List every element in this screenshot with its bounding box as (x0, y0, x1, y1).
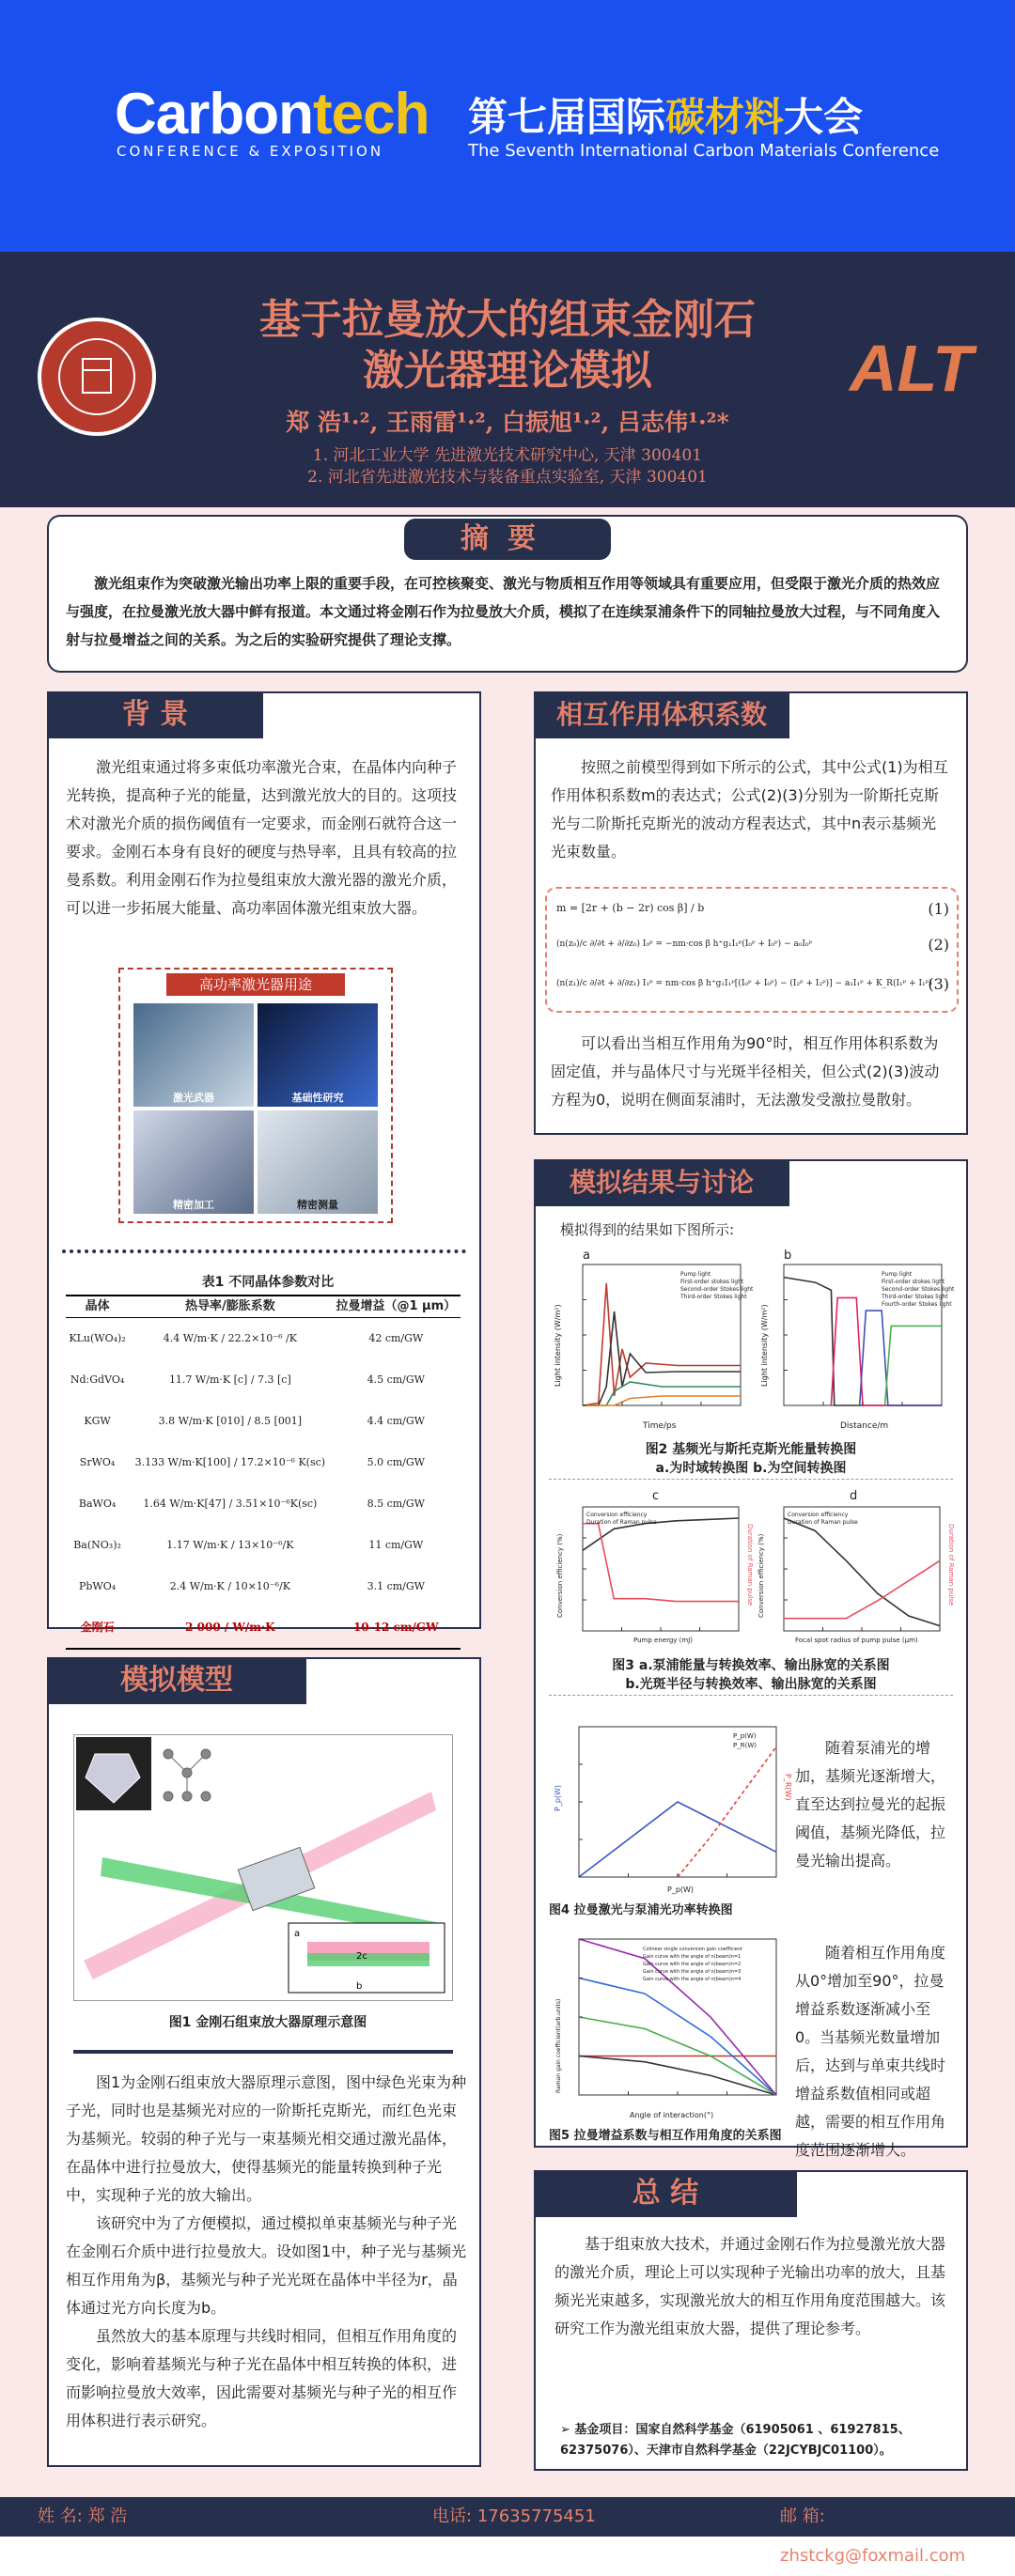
legend-entry: Gain curve with the angle of n(beam)n=2 (643, 1962, 742, 1967)
results-heading: 模拟结果与讨论 (534, 1159, 789, 1206)
legend-entry: Pump light (680, 1271, 711, 1278)
y-axis-label: Raman gain coefficient(arb.units) (555, 1998, 562, 2093)
conference-title-en: The Seventh International Carbon Materials Conference (468, 141, 940, 161)
legend-entry: First-order stokes light (680, 1279, 744, 1285)
model-divider (73, 2050, 453, 2054)
table-cell: 4.4 W/m·K / 22.2×10⁻⁶ /K (163, 1331, 297, 1344)
x-axis-label: Pump energy (mJ) (633, 1637, 693, 1644)
fig-divider (549, 1479, 953, 1480)
y-axis-label-right: Duration of Raman pulse (746, 1524, 754, 1606)
table-header: 热导率/膨胀系数 (129, 1296, 331, 1318)
abstract-heading: 摘要 (404, 519, 611, 560)
table-cell: BaWO₄ (78, 1497, 117, 1510)
table-row (66, 1607, 461, 1649)
figure3-caption: 图3 a.泵浦能量与转换效率、输出脉宽的关系图 b.光斑半径与转换效率、输出脉宽的关系图 (612, 1658, 890, 1692)
table-row (66, 1359, 461, 1401)
figure1-diagram (73, 1734, 453, 2001)
summary-text: 基于组束放大技术，并通过金刚石作为拉曼激光放大器的激光介质，理论上可以实现种子光输出功率的放大，且基频光光束越多，实现激光放大的相互作用角度范围越大。该研究工作为激光组束放大器，提供了理论参考。 (554, 2235, 946, 2337)
table-cell: 2 000 / W/m·K (129, 1607, 331, 1649)
legend-entry: Gain curve with the angle of n(beam)n=3 (643, 1969, 742, 1975)
table-cell: KLu(WO₄)₂ (69, 1331, 126, 1344)
panel-label: d (850, 1489, 858, 1503)
table-cell: 10-12 cm/GW (332, 1607, 461, 1649)
footer-phone: 电话: 17635775451 (432, 2506, 596, 2526)
fig1-label-b: b (356, 1981, 363, 1992)
y-axis-label: Conversion efficiency (%) (556, 1533, 564, 1618)
figure3-charts (549, 1486, 953, 1646)
y-axis-label: Light intensity (W/m²) (760, 1304, 769, 1387)
background-heading: 背 景 (47, 691, 263, 738)
footer-name: 姓 名: 郑 浩 (38, 2506, 128, 2526)
x-axis-label: Angle of interaction(°) (630, 2111, 714, 2119)
university-seal-icon (38, 318, 156, 436)
x-axis-label: Distance/m (840, 1421, 889, 1431)
app-research-image: 基础性研究 (258, 1003, 378, 1107)
y-axis-label: P_p(W) (554, 1784, 562, 1811)
x-axis-label: Time/ps (643, 1421, 677, 1431)
table-cell: 5.0 cm/GW (367, 1455, 425, 1468)
y-axis-label-right: Duration of Raman pulse (947, 1524, 955, 1606)
table-row (66, 1483, 461, 1525)
carbontech-logo: Carbontech (115, 82, 429, 147)
y-axis-label: Light intensity (W/m²) (554, 1304, 562, 1387)
table-row (66, 1442, 461, 1483)
legend-entry: Conversion efficiency (788, 1512, 849, 1518)
y-axis-label: Conversion efficiency (%) (757, 1533, 765, 1618)
app-measurement-image: 精密测量 (258, 1110, 378, 1214)
footer-email: 邮 箱: zhstckg@foxmail.com (780, 2506, 966, 2566)
panel-label: c (652, 1489, 660, 1503)
model-heading: 模拟模型 (47, 1657, 306, 1704)
table-cell: KGW (84, 1414, 111, 1427)
table-cell: 4.5 cm/GW (367, 1373, 425, 1386)
volume-para2: 可以看出当相互作用角为90°时，相互作用体积系数为固定值，并与晶体尺寸与光斑半径相关，但公式(2)(3)波动方程为0，说明在侧面泵浦时，无法激发受激拉曼散射。 (551, 1034, 940, 1109)
applications-figure (118, 968, 393, 1223)
fig1-label-a: a (294, 1929, 301, 1939)
legend-entry: Duration of Raman pulse (788, 1519, 858, 1526)
y-axis-label-right: P_R(W) (784, 1774, 792, 1801)
app-machining-image: 精密加工 (133, 1110, 254, 1214)
legend-entry: Duration of Raman pulse (586, 1519, 657, 1526)
panel-label: b (784, 1249, 792, 1263)
table-cell: 42 cm/GW (368, 1331, 424, 1344)
table-cell: 11.7 W/m·K [c] / 7.3 [c] (168, 1373, 291, 1386)
figure4-chart (549, 1717, 795, 1896)
app-weapon-image: 激光武器 (133, 1003, 254, 1107)
funding: ➢ 基金项目：国家自然科学基金（61905061 、61927815、62375076）、天津市自然科学基金（22JCYBJC01100）。 (560, 2423, 911, 2458)
figure5-chart (549, 1924, 795, 2123)
abstract-text: 激光组束作为突破激光输出功率上限的重要手段，在可控核聚变、激光与物质相互作用等领域具有重要应用，但受限于激光介质的热效应与强度，在拉曼激光放大器中鲜有报道。本文通过将金刚石作为拉曼放大介质，模拟了在连续泵浦条件下的同轴拉曼放大过程，与不同角度入射与拉曼增益之间的关系。为之后的实验研究提供了理论支撑。 (66, 575, 941, 648)
alt-logo: ALT (850, 332, 973, 405)
table-cell: 11 cm/GW (368, 1538, 424, 1551)
equation-1: m = [2r + (b − 2r) cos β] / b (556, 902, 705, 914)
table-row (66, 1525, 461, 1566)
model-para3: 虽然放大的基本原理与共线时相同，但相互作用角度的变化，影响着基频光与种子光在晶体中相互转换的体积，进而影响拉曼放大效率，因此需要对基频光与种子光的相互作用体积进行表示研究。 (66, 2327, 458, 2429)
legend-entry: Gain curve with the angle of n(beam)n=1 (643, 1954, 742, 1960)
legend-entry: Colinear single conversion gain coefficient (643, 1947, 743, 1952)
volume-para1: 按照之前模型得到如下所示的公式，其中公式(1)为相互作用体积系数m的表达式；公式(2)(3)分别为一阶斯托克斯光与二阶斯托克斯光的波动方程表达式，其中n表示基频光光束数量。 (551, 758, 948, 861)
table-cell: 3.8 W/m·K [010] / 8.5 [001] (158, 1414, 303, 1427)
figure2-caption: 图2 基频光与斯托克斯光能量转换图 a.为时域转换图 b.为空间转换图 (645, 1442, 857, 1476)
table-header: 拉曼增益（@1 μm） (332, 1296, 461, 1318)
table-cell: 2.4 W/m·K / 10×10⁻⁶/K (169, 1579, 290, 1592)
legend-entry: Conversion efficiency (586, 1512, 648, 1518)
equation-number: (3) (928, 975, 949, 993)
table-row (66, 1401, 461, 1442)
dotted-divider (62, 1249, 466, 1253)
table-cell: Ba(NO₃)₂ (73, 1538, 121, 1551)
table-cell: SrWO₄ (79, 1455, 116, 1468)
model-para2: 该研究中为了方便模拟，通过模拟单束基频光与种子光在金刚石介质中进行拉曼放大。设如图1中，种子光与基频光相互作用角为β，基频光与种子光光斑在晶体中半径为r，晶体通过光方向长度为b。 (66, 2214, 467, 2317)
legend-entry: Second-order Stokes light (882, 1286, 955, 1293)
legend-entry: Third-order Stokes light (680, 1294, 747, 1300)
equation-number: (1) (928, 900, 949, 918)
legend-entry: P_R(W) (733, 1742, 757, 1749)
legend-entry: Pump light (882, 1271, 913, 1278)
legend-entry: Fourth-order Stokes light (882, 1301, 952, 1308)
affiliations: 1. 河北工业大学 先进激光技术研究中心, 天津 300401 2. 河北省先进激光技术与装备重点实验室, 天津 300401 (307, 446, 708, 487)
poster-title: 基于拉曼放大的组束金刚石 激光器理论模拟 (259, 296, 756, 395)
table-row (66, 1566, 461, 1607)
table-header: 晶体 (66, 1296, 129, 1318)
table-cell: 3.1 cm/GW (367, 1579, 425, 1592)
results-side2: 随着相互作用角度从0°增加至90°，拉曼增益系数逐渐减小至0。当基频光数量增加后，达到与单束共线时增益系数值相同或超越，需要的相互作用角度范围逐渐增大。 (795, 1944, 946, 2159)
table-cell: 4.4 cm/GW (367, 1414, 425, 1427)
legend-entry: P_p(W) (733, 1732, 757, 1740)
figure1-caption: 图1 金刚石组束放大器原理示意图 (168, 2015, 367, 2030)
fig-divider (549, 1695, 953, 1696)
equation-number: (2) (928, 936, 949, 954)
x-axis-label: Focal spot radius of pump pulse (μm) (795, 1637, 918, 1644)
equations-box (545, 887, 959, 1013)
table-cell: 1.64 W/m·K[47] / 3.51×10⁻⁶K(sc) (143, 1497, 318, 1510)
table-cell: Nd:GdVO₄ (70, 1373, 125, 1386)
authors: 郑 浩¹·², 王雨雷¹·², 白振旭¹·², 吕志伟¹·²* (286, 409, 729, 436)
crystal-table (66, 1295, 461, 1650)
legend-entry: Third-order Stokes light (882, 1294, 948, 1300)
legend-entry: Second-order Stokes light (680, 1286, 754, 1293)
results-intro: 模拟得到的结果如下图所示: (560, 1221, 735, 1238)
conference-title-cn: 第七届国际碳材料大会 (468, 94, 864, 140)
x-axis-label: P_p(W) (667, 1885, 695, 1894)
legend-entry: First-order stokes light (882, 1279, 945, 1285)
legend-entry: Gain curve with the angle of n(beam)n=4 (643, 1977, 742, 1982)
figure2-charts (549, 1246, 953, 1434)
table-cell: 8.5 cm/GW (367, 1497, 425, 1510)
panel-label: a (583, 1249, 590, 1263)
logo-subtitle: CONFERENCE & EXPOSITION (117, 143, 384, 160)
model-para1: 图1为金刚石组束放大器原理示意图，图中绿色光束为种子光，同时也是基频光对应的一阶斯托克斯光，而红色光束为基频光。较弱的种子光与一束基频光相交通过激光晶体，在晶体中进行拉曼放大，使得基频光的能量转换到种子光中，实现种子光的放大输出。 (66, 2073, 467, 2204)
background-text: 激光组束通过将多束低功率激光合束，在晶体内向种子光转换，提高种子光的能量，达到激光放大的目的。这项技术对激光介质的损伤阈值有一定要求，而金刚石就符合这一要求。金刚石本身有良好的硬度与热导率，且具有较高的拉曼系数。利用金刚石作为拉曼组束放大激光器的激光介质，可以进一步拓展大能量、高功率固体激光组束放大器。 (66, 758, 458, 917)
figure4-caption: 图4 拉曼激光与泵浦光功率转换图 (549, 1903, 733, 1917)
equation-2: (n(z₀)/c ∂/∂t + ∂/∂z₀) I₀ᵖ = −nm·cos β h⁺g₁I₁ᵖ(I₀ᵖ + I₀ᵖ) − a₀I₀ᵖ (556, 939, 813, 949)
applications-title: 高功率激光器用途 (166, 973, 345, 996)
table-cell: PbWO₄ (78, 1579, 117, 1592)
figure5-caption: 图5 拉曼增益系数与相互作用角度的关系图 (549, 2129, 782, 2143)
table-row (66, 1318, 461, 1359)
footer (0, 2497, 1015, 2566)
table-cell: 金刚石 (66, 1607, 129, 1649)
equation-3: (n(z₁)/c ∂/∂t + ∂/∂z₁) I₁ᵖ = nm·cos β h⁺g₁I₁ᵖ[(I₀ᵖ + I₀ᵖ) − (I₂ᵖ + I₂ᵖ)] − a₁I₁ᵖ + K_R(I₁ᵖ + I₁ᵖ) (556, 979, 932, 988)
table-cell: 1.17 W/m·K / 13×10⁻⁶/K (166, 1538, 294, 1551)
table-cell: 3.133 W/m·K[100] / 17.2×10⁻⁶ K(sc) (134, 1455, 326, 1468)
table-title: 表1 不同晶体参数对比 (201, 1275, 335, 1290)
summary-heading: 总 结 (534, 2170, 797, 2217)
volume-heading: 相互作用体积系数 (534, 691, 789, 738)
fig1-label-2c: 2c (356, 1951, 367, 1962)
results-side1: 随着泵浦光的增加，基频光逐渐增大，直至达到拉曼光的起振阈值，基频光降低，拉曼光输出提高。 (795, 1739, 946, 1870)
